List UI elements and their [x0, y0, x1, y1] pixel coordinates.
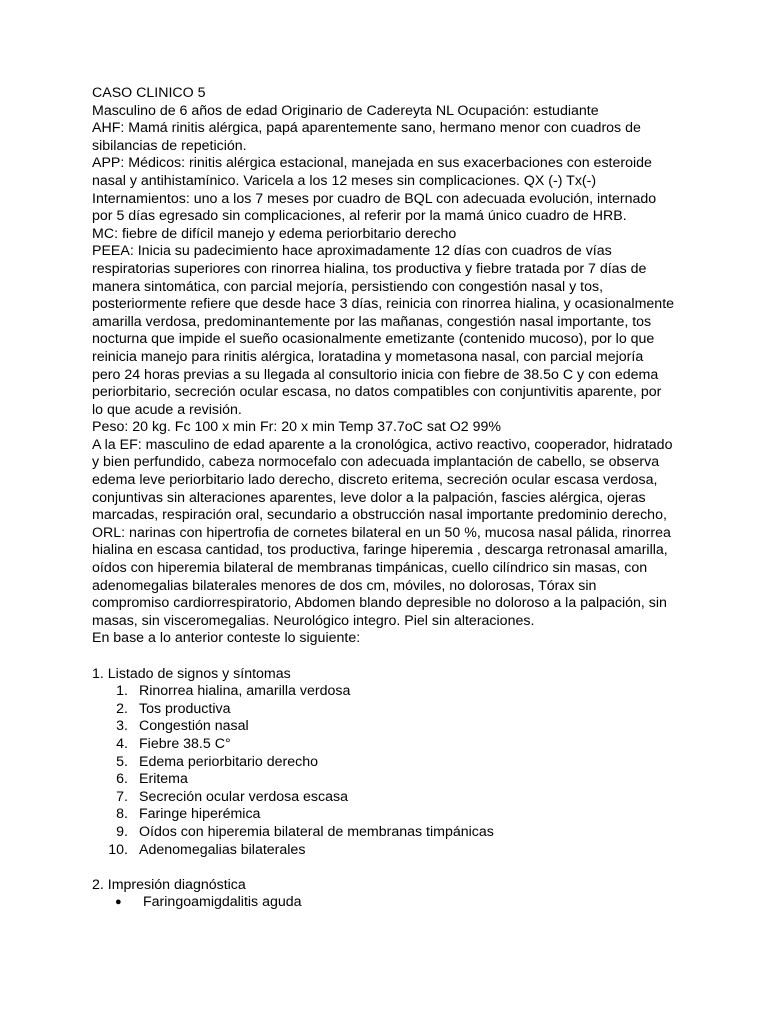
section-heading-diagnosis: 2. Impresión diagnóstica — [92, 876, 246, 893]
text-line: AHF: Mamá rinitis alérgica, papá aparentemente sano, hermano menor con cuadros de — [92, 120, 641, 137]
text-line: hialina en escasa cantidad, tos productiva, faringe hiperemia , descarga retronasal amarilla, — [92, 542, 668, 559]
text-line: conjuntivas sin alteraciones aparentes, leve dolor a la palpación, fascies alérgica, ojeras — [92, 489, 646, 506]
list-item-number: 9. — [116, 823, 128, 840]
text-line: manera sintomática, con parcial mejoría, persistiendo con congestión nasal y tos, — [92, 278, 604, 295]
text-line: nasal y antihistamínico. Varicela a los 12 meses sin complicaciones. QX (-) Tx(-) — [92, 172, 597, 189]
list-item-text: Fiebre 38.5 C° — [139, 735, 231, 752]
text-line: nocturna que impide el sueño ocasionalmente emetizante (contenido mucoso), por lo que — [92, 331, 655, 348]
list-item — [92, 736, 682, 754]
text-line: A la EF: masculino de edad aparente a la cronológica, activo reactivo, cooperador, hidratado — [92, 436, 673, 453]
list-item-number: 4. — [116, 735, 128, 752]
text-line: posteriormente refiere que desde hace 3 días, reinicia con rinorrea hialina, y ocasionalmente — [92, 296, 675, 313]
list-item — [92, 806, 682, 824]
text-line: ORL: narinas con hipertrofia de cornetes bilateral en un 50 %, mucosa nasal pálida, rinorrea — [92, 524, 671, 541]
list-item-text: Secreción ocular verdosa escasa — [139, 788, 348, 805]
text-line: Internamientos: uno a los 7 meses por cuadro de BQL con adecuada evolución, internado — [92, 190, 657, 207]
list-item — [92, 683, 682, 701]
list-item-text: Congestión nasal — [139, 718, 249, 735]
spacer — [92, 648, 682, 666]
text-line: MC: fiebre de difícil manejo y edema periorbitario derecho — [92, 225, 457, 242]
list-item — [92, 718, 682, 736]
case-description — [92, 103, 682, 648]
text-line: reinicia manejo para rinitis alérgica, loratadina y mometasona nasal, con parcial mejoría — [92, 348, 644, 365]
text-line: masas, sin visceromegalias. Neurológico integro. Piel sin alteraciones. — [92, 612, 535, 629]
list-item — [92, 824, 682, 842]
text-line: En base a lo anterior conteste lo siguiente: — [92, 630, 361, 647]
text-line: marcadas, respiración oral, secundario a obstrucción nasal importante predominio derecho, — [92, 507, 667, 524]
text-line: sibilancias de repetición. — [92, 137, 247, 154]
list-item — [92, 771, 682, 789]
list-item-number: 7. — [116, 788, 128, 805]
section-heading-signs: 1. Listado de signos y síntomas — [92, 665, 291, 682]
spacer — [92, 859, 682, 877]
list-item-text: Tos productiva — [139, 700, 231, 717]
diagnosis-list — [92, 894, 682, 912]
text-line: respiratorias superiores con rinorrea hialina, tos productiva y fiebre tratada por 7 días de — [92, 260, 647, 277]
list-item-text: Oídos con hiperemia bilateral de membranas timpánicas — [139, 823, 494, 840]
list-item-number: 3. — [116, 718, 128, 735]
text-line: por 5 días egresado sin complicaciones, al referir por la mamá único cuadro de HRB. — [92, 208, 627, 225]
list-item — [92, 701, 682, 719]
text-line: edema leve periorbitario lado derecho, discreto eritema, secreción ocular escasa verdosa, — [92, 472, 658, 489]
list-item — [92, 842, 682, 860]
list-item-text: Edema periorbitario derecho — [139, 753, 319, 770]
text-line: Masculino de 6 años de edad Originario de Cadereyta NL Ocupación: estudiante — [92, 102, 599, 119]
list-item-number: 2. — [116, 700, 128, 717]
document-page — [92, 85, 682, 912]
text-line: oídos con hiperemia bilateral de membranas timpánicas, cuello cilíndrico sin masas, con — [92, 560, 648, 577]
list-item-text: Adenomegalias bilaterales — [139, 841, 306, 858]
list-item-text: Faringe hiperémica — [139, 806, 261, 823]
list-item — [92, 754, 682, 772]
list-item-text: Faringoamigdalitis aguda — [143, 894, 302, 911]
signs-list — [92, 683, 682, 859]
text-line: PEEA: Inicia su padecimiento hace aproximadamente 12 días con cuadros de vías — [92, 243, 612, 260]
text-line: amarilla verdosa, predominantemente por las mañanas, congestión nasal importante, tos — [92, 313, 652, 330]
list-item-text: Eritema — [139, 771, 188, 788]
text-line: periorbitario, secreción ocular escasa, no datos compatibles con conjuntivitis aparente, por — [92, 384, 662, 401]
list-item-number: 10. — [108, 841, 128, 858]
text-line: compromiso cardiorrespiratorio, Abdomen blando depresible no doloroso a la palpación, sin — [92, 595, 667, 612]
text-line: Peso: 20 kg. Fc 100 x min Fr: 20 x min Temp 37.7oC sat O2 99% — [92, 419, 501, 436]
text-line: adenomegalias bilaterales menores de dos cm, móviles, no dolorosas, Tórax sin — [92, 577, 597, 594]
text-line: y bien perfundido, cabeza normocefalo con adecuada implantación de cabello, se observa — [92, 454, 660, 471]
text-line: pero 24 horas previas a su llegada al consultorio inicia con fiebre de 38.5o C y con edema — [92, 366, 659, 383]
text-line: lo que acude a revisión. — [92, 401, 242, 418]
document-title: CASO CLINICO 5 — [92, 85, 206, 101]
list-item-number: 8. — [116, 806, 128, 823]
list-item — [92, 894, 682, 912]
list-item-text: Rinorrea hialina, amarilla verdosa — [139, 683, 351, 700]
list-item-number: 5. — [116, 753, 128, 770]
bullet-icon: ● — [115, 896, 122, 909]
list-item-number: 6. — [116, 771, 128, 788]
list-item-number: 1. — [116, 683, 128, 700]
list-item — [92, 789, 682, 807]
text-line: APP: Médicos: rinitis alérgica estacional, manejada en sus exacerbaciones con esteroide — [92, 155, 652, 172]
